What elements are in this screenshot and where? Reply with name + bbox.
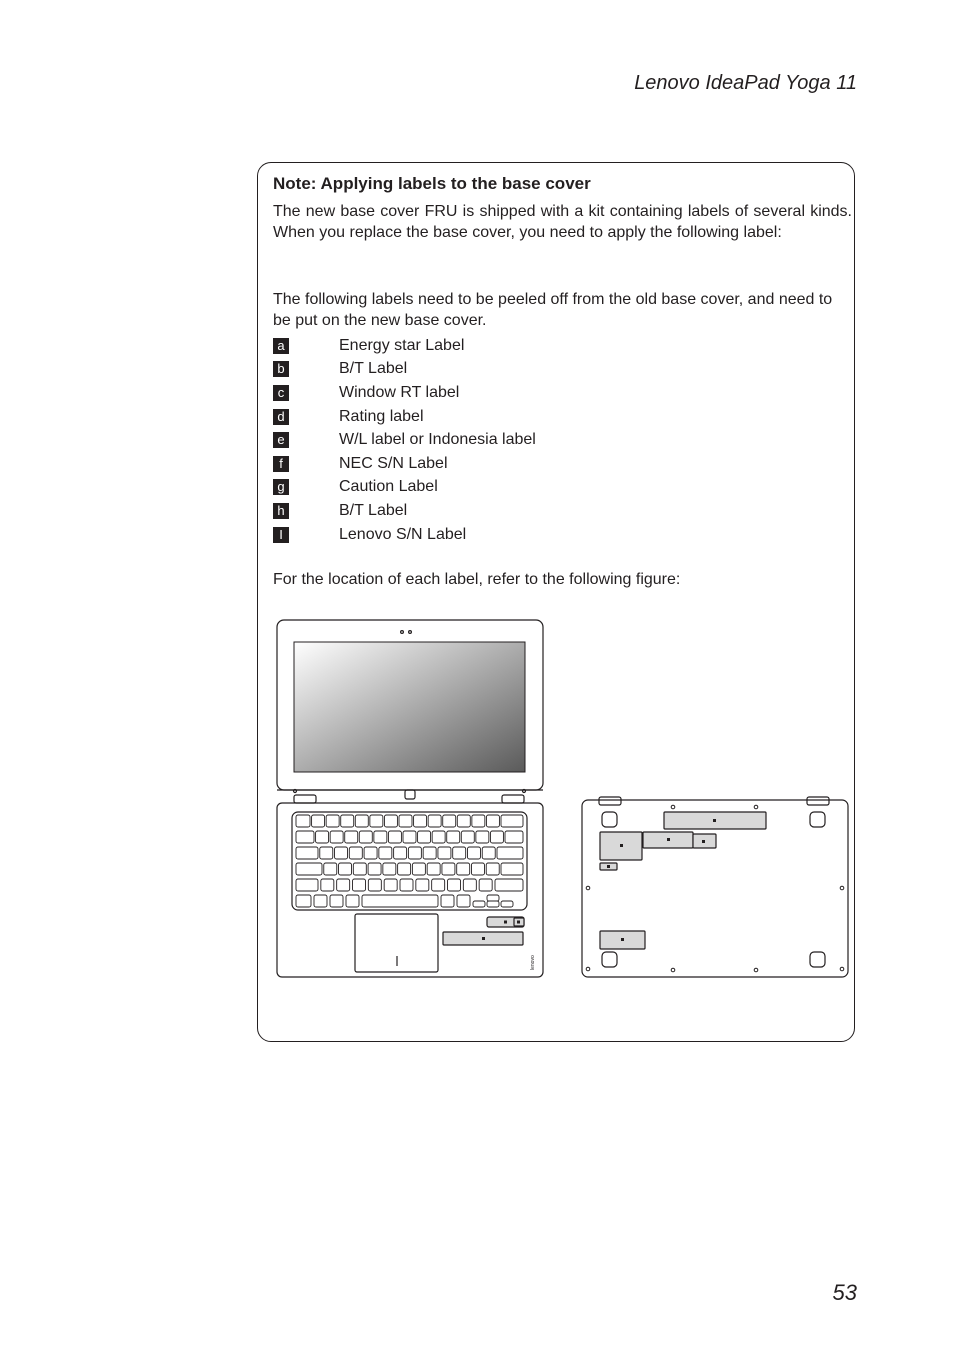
keyboard-key — [388, 831, 401, 843]
laptop-diagram — [270, 612, 856, 984]
keyboard-key — [443, 815, 456, 827]
camera-icon — [401, 631, 404, 634]
label-marker — [482, 937, 485, 940]
hinge-left — [294, 795, 316, 803]
keyboard-key — [400, 879, 413, 891]
label-letter-badge: I — [273, 527, 289, 543]
keyboard-key — [442, 863, 455, 875]
rubber-foot — [810, 952, 825, 967]
label-location-figure — [270, 612, 856, 989]
label-item — [273, 476, 536, 500]
keyboard-key — [476, 831, 489, 843]
label-name: NEC S/N Label — [339, 454, 448, 472]
keyboard-key — [341, 815, 354, 827]
keyboard-key — [399, 815, 412, 827]
label-item — [273, 358, 536, 382]
keyboard-key — [490, 831, 503, 843]
hinge-screw-left — [294, 790, 297, 793]
keyboard-key — [441, 895, 454, 907]
keyboard-key — [501, 815, 523, 827]
screw-hole-icon — [754, 968, 758, 972]
label-item — [273, 334, 536, 358]
keyboard-key — [320, 847, 333, 859]
label-marker — [517, 921, 520, 924]
screw-hole-icon — [754, 805, 758, 809]
hinge-right-bottom — [807, 797, 829, 805]
label-letter-badge: e — [273, 432, 289, 448]
label-letter-badge: c — [273, 385, 289, 401]
keyboard-key — [473, 901, 485, 907]
keyboard-key — [501, 901, 513, 907]
power-button-icon — [405, 790, 415, 799]
label-letter-badge: f — [273, 456, 289, 472]
label-letter-badge: b — [273, 361, 289, 377]
keyboard-key — [428, 815, 441, 827]
keyboard-key — [355, 815, 368, 827]
keyboard-key — [394, 847, 407, 859]
hinge-left-bottom — [599, 797, 621, 805]
keyboard-key — [330, 895, 343, 907]
keyboard-key — [497, 847, 523, 859]
label-item — [273, 452, 536, 476]
keyboard-key — [487, 901, 499, 907]
label-name: Lenovo S/N Label — [339, 525, 467, 543]
keyboard-key — [353, 863, 366, 875]
label-item — [273, 523, 536, 547]
keyboard-key — [505, 831, 523, 843]
keyboard-deck — [277, 803, 543, 977]
label-letter-badge: h — [273, 503, 289, 519]
keyboard-key — [438, 847, 451, 859]
label-letter-badge: d — [273, 409, 289, 425]
label-item — [273, 499, 536, 523]
screw-hole-icon — [671, 968, 675, 972]
keyboard-key — [472, 815, 485, 827]
keyboard-keys — [296, 815, 523, 907]
keyboard-key — [471, 863, 484, 875]
keyboard-key — [345, 831, 358, 843]
screw-hole-icon — [586, 886, 590, 890]
keyboard-key — [337, 879, 350, 891]
keyboard-key — [403, 831, 416, 843]
keyboard-key — [486, 863, 499, 875]
keyboard-key — [364, 847, 377, 859]
keyboard-key — [418, 831, 431, 843]
page-number: 53 — [832, 1280, 857, 1305]
label-marker — [621, 938, 624, 941]
label-letter-badge: g — [273, 479, 289, 495]
keyboard-key — [370, 815, 383, 827]
keyboard-key — [316, 831, 329, 843]
label-name: W/L label or Indonesia label — [339, 431, 536, 449]
keyboard-key — [368, 879, 381, 891]
label-marker — [702, 840, 705, 843]
lenovo-wordmark: lenovo — [530, 955, 536, 970]
label-name: Caution Label — [339, 478, 438, 496]
label-name: B/T Label — [339, 360, 408, 378]
keyboard-key — [335, 847, 348, 859]
keyboard-key — [330, 831, 343, 843]
label-name: Rating label — [339, 407, 424, 425]
rubber-foot — [602, 952, 617, 967]
screw-hole-icon — [840, 886, 844, 890]
keyboard-key — [326, 815, 339, 827]
keyboard-key — [296, 879, 318, 891]
keyboard-key — [487, 895, 499, 901]
keyboard-key — [432, 879, 445, 891]
keyboard-key — [457, 863, 470, 875]
keyboard-key — [461, 831, 474, 843]
label-marker — [667, 838, 670, 841]
label-marker — [504, 921, 507, 924]
keyboard-key — [346, 895, 359, 907]
label-marker — [607, 865, 610, 868]
keyboard-key — [368, 863, 381, 875]
label-name: B/T Label — [339, 501, 408, 519]
keyboard-key — [383, 863, 396, 875]
keyboard-key — [324, 863, 337, 875]
label-item — [273, 428, 536, 452]
keyboard-key — [314, 895, 327, 907]
keyboard-key — [379, 847, 392, 859]
keyboard-key — [423, 847, 436, 859]
keyboard-key — [384, 815, 397, 827]
keyboard-key — [416, 879, 429, 891]
label-marker — [713, 819, 716, 822]
keyboard-key — [296, 895, 311, 907]
keyboard-key — [384, 879, 397, 891]
keyboard-key — [457, 815, 470, 827]
screw-hole-icon — [840, 967, 844, 971]
base-cover-bottom-view — [582, 797, 848, 977]
keyboard-key — [501, 863, 523, 875]
camera-sensor-icon — [409, 631, 412, 634]
note-paragraph-figure-ref: For the location of each label, refer to the following figure: — [273, 571, 681, 588]
keyboard-key — [453, 847, 466, 859]
label-name: Energy star Label — [339, 336, 465, 354]
display-screen — [294, 642, 525, 772]
hinge-screw-right — [523, 790, 526, 793]
keyboard-key — [296, 863, 322, 875]
keyboard-key — [296, 847, 318, 859]
keyboard-key — [339, 863, 352, 875]
keyboard-key — [349, 847, 362, 859]
screw-hole-icon — [586, 967, 590, 971]
label-list — [273, 334, 536, 546]
keyboard-key — [486, 815, 499, 827]
keyboard-key — [482, 847, 495, 859]
note-paragraph-peel: The following labels need to be peeled off from the old base cover, and need to be put on the new base cover. — [273, 291, 833, 329]
keyboard-key — [374, 831, 387, 843]
label-item — [273, 405, 536, 429]
keyboard-key — [432, 831, 445, 843]
keyboard-key — [321, 879, 334, 891]
note-title: Note: Applying labels to the base cover — [273, 174, 591, 193]
keyboard-key — [412, 863, 425, 875]
keyboard-key — [296, 815, 310, 827]
keyboard-key — [414, 815, 427, 827]
screw-hole-icon — [671, 805, 675, 809]
keyboard-key — [495, 879, 523, 891]
label-letter-badge: a — [273, 338, 289, 354]
label-marker — [620, 844, 623, 847]
label-item — [273, 381, 536, 405]
keyboard-key — [463, 879, 476, 891]
label-name: Window RT label — [339, 383, 460, 401]
keyboard-key — [447, 831, 460, 843]
rubber-foot — [810, 812, 825, 827]
keyboard-key — [296, 831, 314, 843]
keyboard-key — [362, 895, 438, 907]
keyboard-key — [359, 831, 372, 843]
keyboard-key — [312, 815, 325, 827]
rubber-foot — [602, 812, 617, 827]
note-paragraph-intro: The new base cover FRU is shipped with a kit containing labels of several kinds. When you replace the base cover, you need to apply the following label: — [273, 203, 852, 241]
keyboard-key — [353, 879, 366, 891]
keyboard-key — [467, 847, 480, 859]
keyboard-key — [448, 879, 461, 891]
keyboard-key — [398, 863, 411, 875]
laptop-top-view — [277, 620, 543, 977]
keyboard-key — [408, 847, 421, 859]
hinge-right — [502, 795, 524, 803]
keyboard-key — [479, 879, 492, 891]
header-title: Lenovo IdeaPad Yoga 11 — [634, 72, 857, 94]
keyboard-key — [457, 895, 470, 907]
keyboard-key — [427, 863, 440, 875]
